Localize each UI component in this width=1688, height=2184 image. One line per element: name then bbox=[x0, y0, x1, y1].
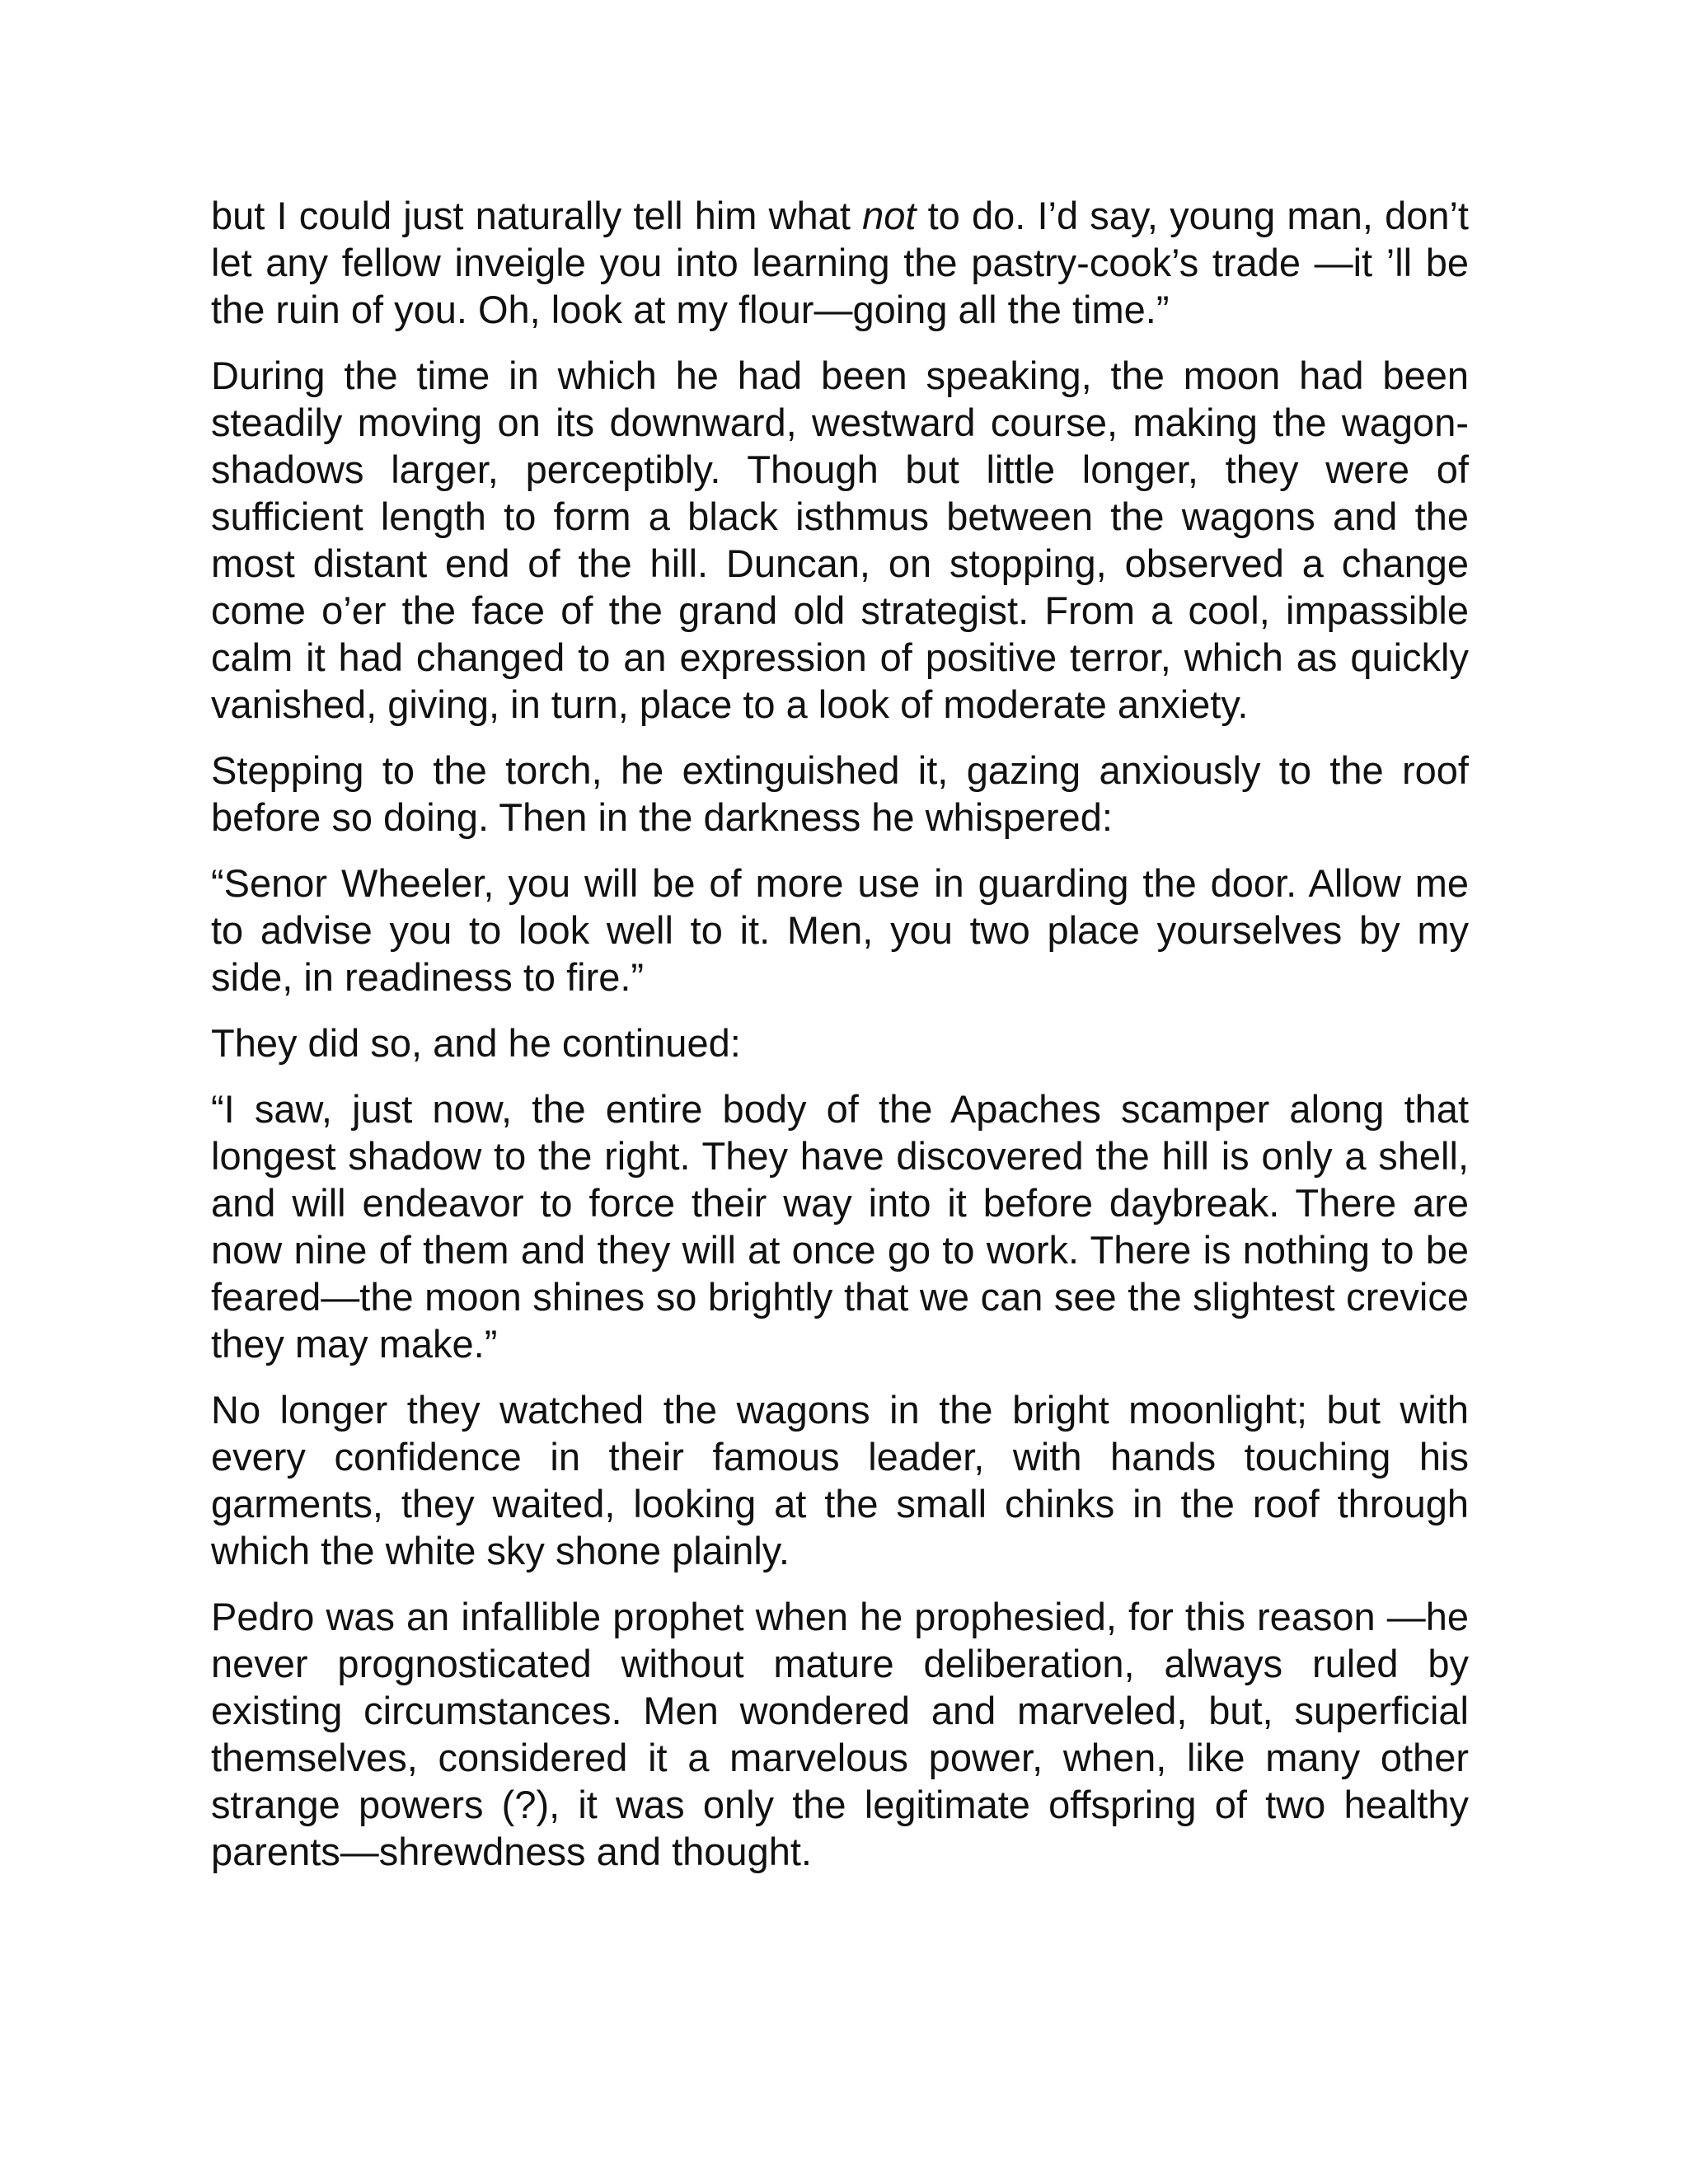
paragraph-5: They did so, and he continued: bbox=[211, 1021, 741, 1065]
paragraph-7: No longer they watched the wagons in the bright moonlight; but with every confidence in their famous leader, with hands touching his garments, they waited, looking at the small chinks in the roof through which the white sky shone plainly. bbox=[211, 1388, 1469, 1572]
paragraph-8: Pedro was an infallible prophet when he prophesied, for this reason —he never prognosticated without mature deliberation, always ruled by existing circumstances. Men wondered and marveled, but, superficial themselves, considered it a marvelous power, when, like many other strange powers (?), it was only the legitimate offspring of two healthy parents—shrewdness and thought. bbox=[211, 1595, 1469, 1873]
paragraph-4: “Senor Wheeler, you will be of more use in guarding the door. Allow me to advise you to look well to it. Men, you two place yourselves by my side, in readiness to fire.” bbox=[211, 861, 1469, 999]
paragraph-6: “I saw, just now, the entire body of the Apaches scamper along that longest shadow to the right. They have discovered the hill is only a shell, and will endeavor to force their way into it before daybreak. There are now nine of them and they will at once go to work. There is nothing to be feared—the moon shines so brightly that we can see the slightest crevice they may make.” bbox=[211, 1087, 1469, 1366]
paragraph-1-italic: not bbox=[862, 194, 917, 237]
paragraph-3: Stepping to the torch, he extinguished it, gazing anxiously to the roof before so doing. Then in the darkness he whispered: bbox=[211, 748, 1469, 839]
paragraph-2: During the time in which he had been speaking, the moon had been steadily moving on its downward, westward course, making the wagon-shadows larger, perceptibly. Though but little longer, they were of sufficient length to form a black isthmus between the wagons and the most distant end of the hill. Duncan, on stopping, observed a change come o’er the face of the grand old strategist. From a cool, impassible calm it had changed to an expression of positive terror, which as quickly vanished, giving, in turn, place to a look of moderate anxiety. bbox=[211, 354, 1469, 726]
paragraph-1 bbox=[211, 192, 1469, 333]
paragraph-1-start: but I could just naturally tell him what bbox=[211, 194, 863, 237]
body-text bbox=[211, 192, 1469, 1894]
paragraph-1-end: to do. I’d say, young man, don’t let any fellow inveigle you into learning the pastry-cook’s trade —it ’ll be the ruin of you. Oh, look at my flour—going all the time.” bbox=[211, 194, 1469, 331]
